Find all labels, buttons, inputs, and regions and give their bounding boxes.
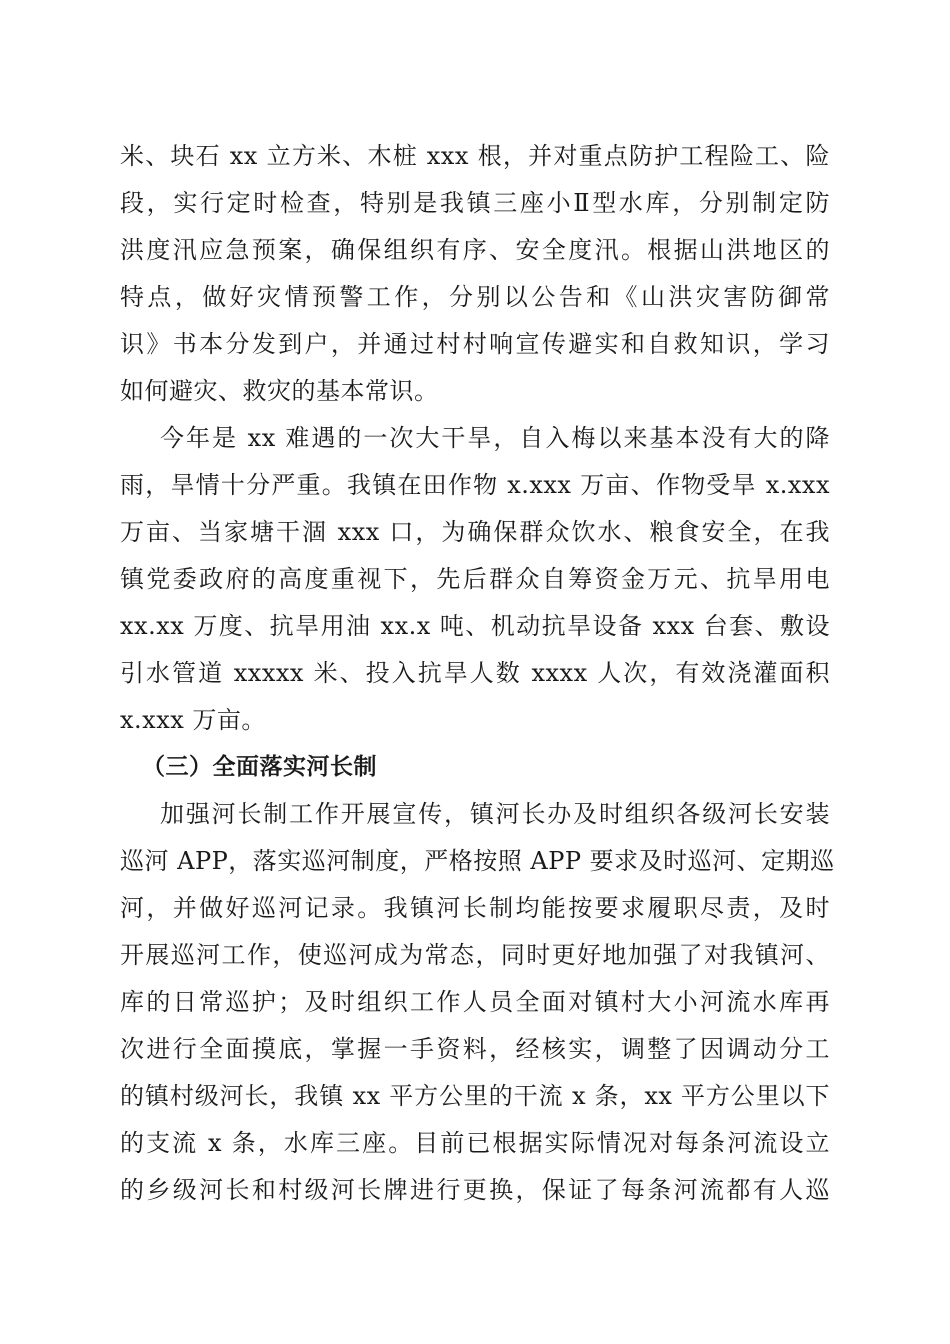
text-line: 的乡级河长和村级河长牌进行更换，保证了每条河流都有人巡 (120, 1176, 830, 1204)
text-line: 库的日常巡护；及时组织工作人员全面对镇村大小河流水库再 (120, 988, 830, 1016)
text-line: 米、块石 xx 立方米、木桩 xxx 根，并对重点防护工程险工、险 (120, 142, 830, 170)
text-line: 段，实行定时检查，特别是我镇三座小Ⅱ型水库，分别制定防 (120, 189, 830, 217)
text-line: 的支流 x 条，水库三座。目前已根据实际情况对每条河流设立 (120, 1129, 830, 1157)
text-line: x.xxx 万亩。 (120, 706, 266, 734)
section-heading: （三）全面落实河长制 (142, 754, 377, 780)
text-line: xx.xx 万度、抗旱用油 xx.x 吨、机动抗旱设备 xxx 台套、敷设 (120, 612, 830, 640)
text-line: 河，并做好巡河记录。我镇河长制均能按要求履职尽责，及时 (120, 894, 830, 922)
text-line: 如何避灾、救灾的基本常识。 (120, 377, 439, 405)
text-line: 引水管道 xxxxx 米、投入抗旱人数 xxxx 人次，有效浇灌面积 (120, 659, 830, 687)
text-line: 特点，做好灾情预警工作，分别以公告和《山洪灾害防御常 (120, 283, 830, 311)
text-line: 的镇村级河长，我镇 xx 平方公里的干流 x 条，xx 平方公里以下 (120, 1082, 830, 1110)
text-line: 识》书本分发到户，并通过村村响宣传避实和自救知识，学习 (120, 330, 830, 358)
text-line: 次进行全面摸底，掌握一手资料，经核实，调整了因调动分工 (120, 1035, 830, 1063)
text-line: 巡河 APP，落实巡河制度，严格按照 APP 要求及时巡河、定期巡 (120, 847, 835, 875)
text-line: 洪度汛应急预案，确保组织有序、安全度汛。根据山洪地区的 (120, 236, 830, 264)
text-line: 今年是 xx 难遇的一次大干旱，自入梅以来基本没有大的降 (160, 424, 830, 452)
text-line: 镇党委政府的高度重视下，先后群众自筹资金万元、抗旱用电 (120, 565, 830, 593)
text-line: 加强河长制工作开展宣传，镇河长办及时组织各级河长安装 (160, 800, 830, 828)
text-line: 万亩、当家塘干涸 xxx 口，为确保群众饮水、粮食安全，在我 (120, 518, 830, 546)
text-line: 开展巡河工作，使巡河成为常态，同时更好地加强了对我镇河、 (120, 941, 830, 969)
text-line: 雨，旱情十分严重。我镇在田作物 x.xxx 万亩、作物受旱 x.xxx (120, 471, 830, 499)
